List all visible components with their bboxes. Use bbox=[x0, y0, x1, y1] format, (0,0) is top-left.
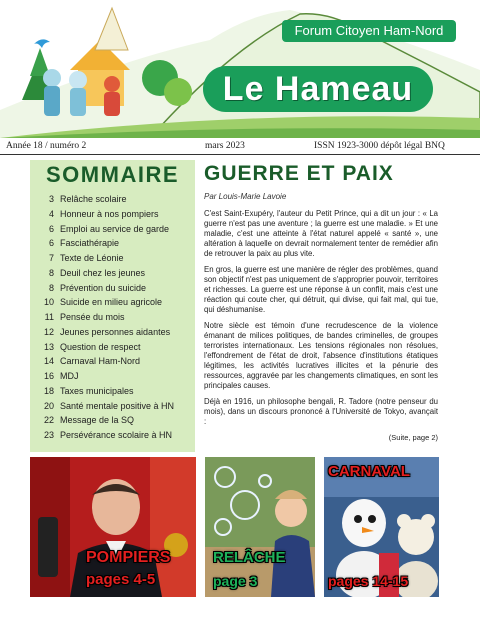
toc-title: SOMMAIRE bbox=[46, 162, 179, 187]
toc-label: Question de respect bbox=[60, 341, 141, 352]
toc-label: Persévérance scolaire à HN bbox=[60, 430, 173, 440]
toc-item bbox=[30, 413, 195, 428]
photo-firefighter bbox=[30, 457, 196, 597]
toc-item bbox=[30, 399, 195, 414]
toc-label: Pensée du mois bbox=[60, 312, 125, 322]
toc-page-number: 18 bbox=[43, 385, 54, 396]
toc-page-number: 8 bbox=[48, 282, 54, 293]
article-paragraph: Déjà en 1916, un philosophe bengali, R. Tadore (notre penseur du mois), dans un discours prononcé à l'Université de Tokyo, avançait : bbox=[204, 397, 438, 426]
photo-caption: POMPIERS bbox=[86, 549, 171, 566]
article-paragraph: C'est Saint-Exupéry, l'auteur du Petit Prince, qui a dit un jour : « La guerre n'est pas une aventure ; la guerre est une maladie. » Et une maladie, c'est une atteinte à l'état naturel appelé « santé », une altération à laquelle on devrait normalement tenter de remédier afin de retrouver la paix au plus vite. bbox=[204, 209, 438, 258]
toc-list bbox=[30, 192, 195, 443]
toc-item bbox=[30, 281, 195, 296]
toc-label: Honneur à nos pompiers bbox=[60, 208, 159, 219]
photo-pages: page 3 bbox=[213, 573, 258, 589]
toc-label: MDJ bbox=[60, 371, 79, 381]
toc-page-number: 23 bbox=[43, 430, 54, 440]
toc-page-number: 22 bbox=[43, 415, 54, 426]
issn-note: ISSN 1923-3000 dépôt légal BNQ bbox=[314, 141, 445, 151]
toc-page-number: 7 bbox=[48, 253, 54, 263]
toc-page-number: 11 bbox=[44, 312, 54, 322]
article-paragraph: En gros, la guerre est une manière de régler des problèmes, quand son objectif n'est pas uniquement de s'approprier pouvoir, territoires et richesses. La guerre est une réponse à un conflit, mais c'est une réaction qui coute cher, qui détruit, qui divise, qui fait mal, qui tue, qui déshumanise. bbox=[204, 265, 438, 314]
toc-item bbox=[30, 251, 195, 266]
article-byline: Par Louis-Marie Lavoie bbox=[204, 192, 287, 201]
newsletter-title: Le Hameau bbox=[203, 66, 433, 112]
toc-item bbox=[30, 354, 195, 369]
toc-label: Carnaval Ham-Nord bbox=[60, 356, 141, 367]
issue-info-bar bbox=[0, 138, 480, 155]
toc-item bbox=[30, 295, 195, 310]
toc-page-number: 10 bbox=[43, 297, 54, 308]
toc-page-number: 16 bbox=[43, 371, 54, 381]
masthead-banner bbox=[0, 0, 480, 138]
toc-page-number: 4 bbox=[48, 208, 54, 219]
toc-page-number: 8 bbox=[48, 267, 54, 278]
toc-item bbox=[30, 384, 195, 399]
photo-spring-break bbox=[205, 457, 315, 597]
toc-label: Santé mentale positive à HN bbox=[60, 400, 175, 411]
photo-carnival bbox=[324, 457, 439, 597]
issue-number: Année 18 / numéro 2 bbox=[6, 141, 87, 151]
issue-date: mars 2023 bbox=[205, 141, 245, 151]
toc-page-number: 3 bbox=[48, 194, 54, 204]
toc-item bbox=[30, 236, 195, 251]
article-title: GUERRE ET PAIX bbox=[204, 162, 394, 185]
table-of-contents bbox=[30, 160, 195, 452]
toc-page-number: 14 bbox=[43, 356, 54, 367]
toc-label: Prévention du suicide bbox=[60, 282, 147, 293]
toc-item bbox=[30, 340, 195, 355]
article bbox=[204, 160, 438, 442]
toc-page-number: 12 bbox=[43, 326, 54, 337]
article-paragraph: Notre siècle est témoin d'une recrudescence de la violence émanant de milices politiques, de bandes criminelles, de groupes terroristes internationaux. Les tensions régionales non résolues, l'effondrement de l'état de droit, l'absence d'institutions étatiques légitimes, les activités lucratives illicites et la pénurie des ressources, aggravée par les changements climatiques, en sont les principales causes. bbox=[204, 321, 438, 390]
toc-item bbox=[30, 222, 195, 237]
toc-label: Texte de Léonie bbox=[60, 253, 124, 263]
toc-item bbox=[30, 266, 195, 281]
toc-label: Relâche scolaire bbox=[60, 194, 127, 204]
toc-label: Jeunes personnes aidantes bbox=[60, 326, 171, 337]
toc-page-number: 6 bbox=[48, 238, 54, 249]
toc-item bbox=[30, 207, 195, 222]
toc-label: Suicide en milieu agricole bbox=[60, 297, 163, 308]
toc-label: Deuil chez les jeunes bbox=[60, 267, 146, 278]
toc-page-number: 20 bbox=[43, 400, 54, 411]
toc-item bbox=[30, 192, 195, 207]
photo-pages: pages 14-15 bbox=[328, 573, 409, 589]
photo-pages: pages 4-5 bbox=[86, 571, 156, 588]
photo-caption: CARNAVAL bbox=[328, 463, 410, 480]
photo-caption: RELÂCHE bbox=[213, 549, 286, 566]
toc-label: Fasciathérapie bbox=[60, 238, 120, 249]
forum-tag: Forum Citoyen Ham-Nord bbox=[282, 20, 456, 42]
toc-page-number: 13 bbox=[43, 341, 54, 352]
toc-item bbox=[30, 310, 195, 325]
toc-label: Emploi au service de garde bbox=[60, 223, 170, 234]
toc-item bbox=[30, 369, 195, 384]
toc-item bbox=[30, 428, 195, 443]
toc-label: Message de la SQ bbox=[60, 415, 135, 426]
toc-page-number: 6 bbox=[48, 223, 54, 234]
continued-note: (Suite, page 2) bbox=[388, 433, 438, 442]
toc-label: Taxes municipales bbox=[60, 385, 134, 396]
toc-item bbox=[30, 325, 195, 340]
